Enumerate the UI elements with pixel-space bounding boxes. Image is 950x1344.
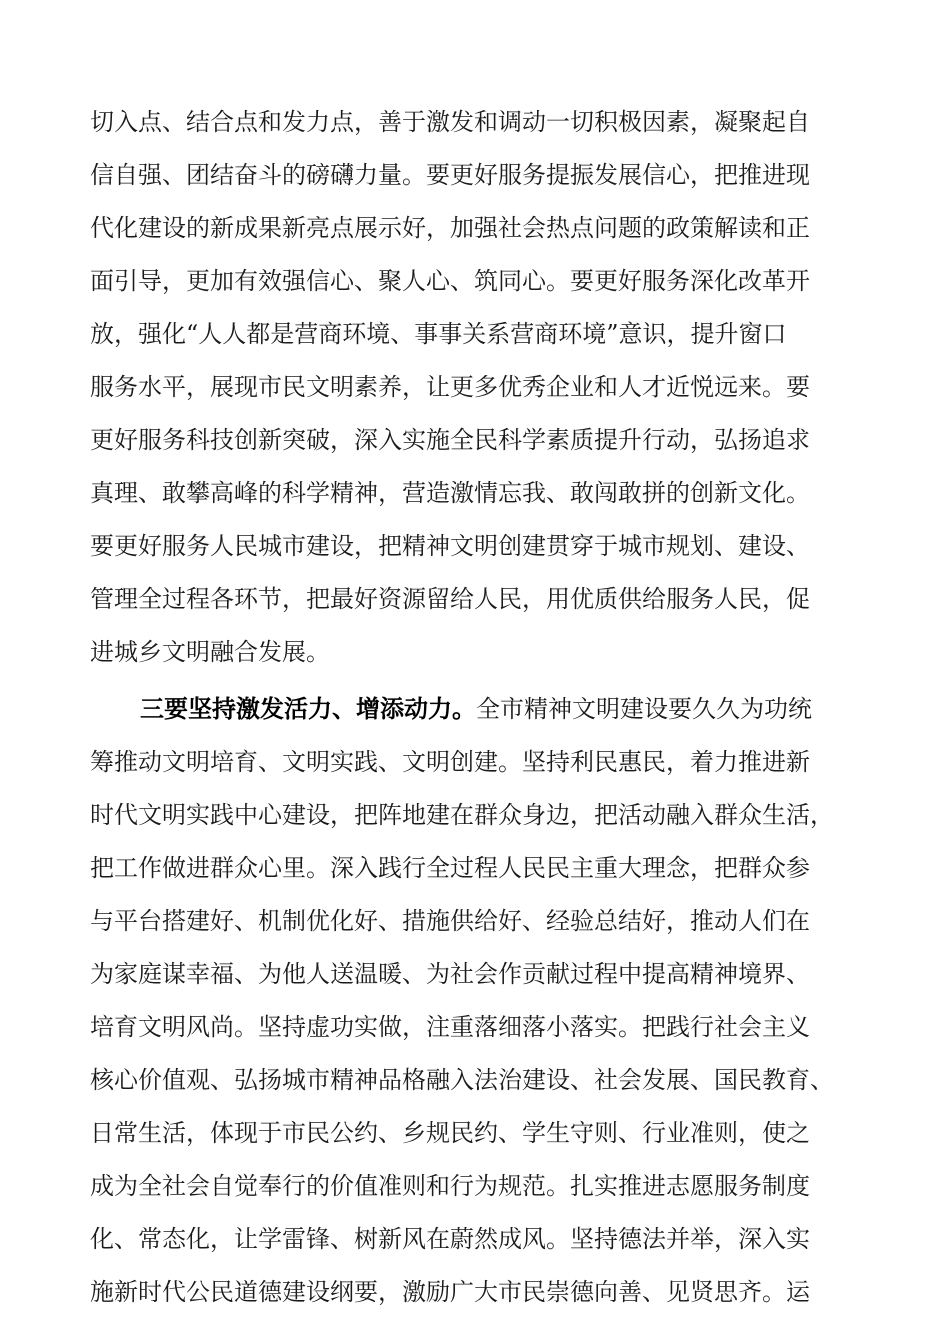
text-line: 切入点、结合点和发力点，善于激发和调动一切积极因素，凝聚起自: [90, 108, 810, 136]
text-line: 放，强化“人人都是营商环境、事事关系营商环境”意识，提升窗口: [90, 320, 787, 348]
text-line: 服务水平，展现市民文明素养，让更多优秀企业和人才近悦远来。要: [90, 373, 810, 401]
text-line: 成为全社会自觉奉行的价值准则和行为规范。扎实推进志愿服务制度: [90, 1172, 810, 1200]
text-line: 管理全过程各环节，把最好资源留给人民，用优质供给服务人民，促: [90, 585, 810, 613]
text-line: 更好服务科技创新突破，深入实施全民科学素质提升行动，弘扬追求: [90, 426, 810, 454]
text-line: [140, 687, 812, 731]
text-line: 面引导，更加有效强信心、聚人心、筑同心。要更好服务深化改革开: [90, 267, 810, 295]
text-line: 化、常态化，让学雷锋、树新风在蔚然成风。坚持德法并举，深入实: [90, 1225, 810, 1253]
text-line: 与平台搭建好、机制优化好、措施供给好、经验总结好，推动人们在: [90, 907, 810, 935]
text-line: 核心价值观、弘扬城市精神品格融入法治建设、社会发展、国民教育、: [90, 1066, 834, 1094]
text-line: 代化建设的新成果新亮点展示好，加强社会热点问题的政策解读和正: [90, 214, 810, 242]
text-line: 为家庭谋幸福、为他人送温暖、为社会作贡献过程中提高精神境界、: [90, 960, 810, 988]
text-line: 真理、敢攀高峰的科学精神，营造激情忘我、敢闯敢拼的创新文化。: [90, 479, 810, 507]
text-line: 要更好服务人民城市建设，把精神文明创建贯穿于城市规划、建设、: [90, 532, 810, 560]
text-line: 进城乡文明融合发展。: [90, 638, 330, 666]
text-line: 培育文明风尚。坚持虚功实做，注重落细落小落实。把践行社会主义: [90, 1013, 810, 1041]
text-line: 时代文明实践中心建设，把阵地建在群众身边，把活动融入群众生活，: [90, 801, 834, 829]
text-line: 筹推动文明培育、文明实践、文明创建。坚持利民惠民，着力推进新: [90, 748, 810, 776]
text-line: 施新时代公民道德建设纲要，激励广大市民崇德向善、见贤思齐。运: [90, 1278, 810, 1306]
text-line: 日常生活，体现于市民公约、乡规民约、学生守则、行业准则，使之: [90, 1119, 810, 1147]
text-run: 全市精神文明建设要久久为功统: [476, 695, 812, 723]
text-line: 把工作做进群众心里。深入践行全过程人民民主重大理念，把群众参: [90, 854, 810, 882]
text-line: 信自强、团结奋斗的磅礴力量。要更好服务提振发展信心，把推进现: [90, 161, 810, 189]
section-heading: 三要坚持激发活力、增添动力。: [140, 694, 476, 723]
